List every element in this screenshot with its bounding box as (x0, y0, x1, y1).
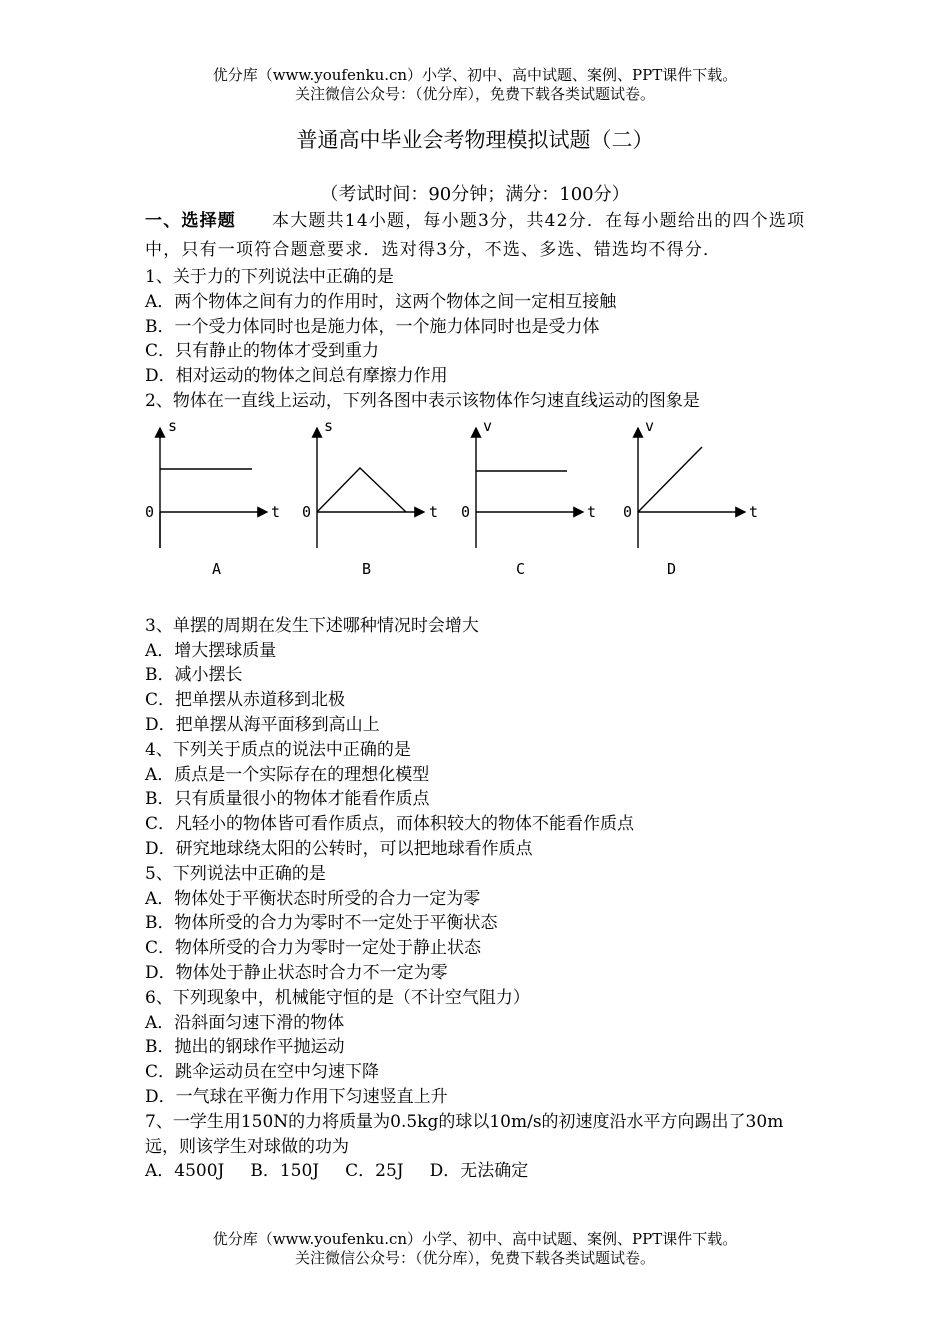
footer-line-1: 优分库（www.youfenku.cn）小学、初中、高中试题、案例、PPT课件下载。 (212, 1230, 738, 1248)
section-instructions-text: 本大题共14小题，每小题3分，共42分．在每小题给出的四个选项中，只有一项符合题意要求．选对得3分，不选、多选、错选均不得分． (145, 211, 806, 260)
option-b: B．减小摆长 (145, 665, 243, 686)
graph-d-origin: 0 (623, 502, 633, 521)
graph-d-label: D (667, 559, 677, 578)
graph-c-label: C (516, 559, 526, 578)
graph-c-origin: 0 (461, 502, 471, 521)
graph-b-label: B (362, 559, 372, 578)
question-7 (145, 1110, 810, 1184)
option-b: B．只有质量很小的物体才能看作质点 (145, 789, 430, 810)
question-6 (145, 986, 810, 1110)
section-instructions (145, 207, 810, 265)
option-c: C．25J (345, 1161, 404, 1182)
question-5 (145, 862, 810, 986)
graph-d-y-label: v (645, 417, 655, 435)
question-stem: 2、物体在一直线上运动，下列各图中表示该物体作匀速直线运动的图象是 (145, 390, 700, 411)
option-b: B．抛出的钢球作平抛运动 (145, 1037, 345, 1058)
motion-graphs (145, 414, 810, 614)
question-stem: 4、下列关于质点的说法中正确的是 (145, 739, 411, 760)
option-c: C．把单摆从赤道移到北极 (145, 690, 346, 711)
exam-title: 普通高中毕业会考物理模拟试题（二） (296, 128, 654, 152)
graph-b (302, 418, 438, 578)
option-d: D．研究地球绕太阳的公转时，可以把地球看作质点 (145, 838, 533, 859)
question-4 (145, 738, 810, 862)
question-stem: 3、单摆的周期在发生下述哪种情况时会增大 (145, 615, 479, 636)
graph-d-x-label: t (749, 502, 759, 521)
section-heading: 一、选择题 (145, 211, 236, 231)
question-1 (145, 265, 810, 389)
option-d: D．无法确定 (429, 1161, 529, 1182)
graph-c-x-label: t (587, 502, 597, 521)
graph-a-label: A (212, 559, 222, 578)
question-stem: 5、下列说法中正确的是 (145, 863, 326, 884)
option-a: A．沿斜面匀速下滑的物体 (145, 1012, 345, 1033)
header-line-2: 关注微信公众号：（优分库），免费下载各类试题试卷。 (294, 85, 655, 103)
option-a: A．物体处于平衡状态时所受的合力一定为零 (145, 888, 481, 909)
page-header (0, 66, 950, 104)
graph-c (461, 418, 596, 578)
question-2 (145, 389, 810, 614)
option-c: C．跳伞运动员在空中匀速下降 (145, 1062, 380, 1083)
option-d: D．一气球在平衡力作用下匀速竖直上升 (145, 1086, 448, 1107)
graph-d (623, 418, 758, 578)
option-a: A．质点是一个实际存在的理想化模型 (145, 764, 430, 785)
option-b: B．150J (250, 1161, 320, 1182)
graph-b-x-label: t (429, 502, 439, 521)
exam-content (145, 207, 810, 1184)
option-a: A．4500J (145, 1161, 225, 1182)
question-stem: 1、关于力的下列说法中正确的是 (145, 267, 394, 287)
option-c: C．物体所受的合力为零时一定处于静止状态 (145, 938, 482, 959)
option-c: C．只有静止的物体才受到重力 (145, 341, 380, 362)
options-row (145, 1159, 810, 1184)
option-b: B．物体所受的合力为零时不一定处于平衡状态 (145, 913, 498, 934)
option-b: B．一个受力体同时也是施力体，一个施力体同时也是受力体 (145, 316, 600, 337)
page-footer (0, 1230, 950, 1268)
header-line-1: 优分库（www.youfenku.cn）小学、初中、高中试题、案例、PPT课件下载。 (212, 66, 738, 84)
graph-d-line (638, 447, 702, 512)
option-d: D．相对运动的物体之间总有摩擦力作用 (145, 366, 448, 387)
option-d: D．把单摆从海平面移到高山上 (145, 714, 380, 735)
footer-line-2: 关注微信公众号：（优分库），免费下载各类试题试卷。 (294, 1249, 655, 1267)
option-d: D．物体处于静止状态时合力不一定为零 (145, 962, 448, 983)
graph-a-y-label: s (168, 417, 178, 435)
graph-a-origin: 0 (145, 502, 155, 521)
graph-b-line (317, 468, 406, 512)
question-stem: 7、一学生用150N的力将质量为0.5kg的球以10m/s的初速度沿水平方向踢出了30m远，则该学生对球做的功为 (145, 1111, 784, 1157)
question-stem: 6、下列现象中，机械能守恒的是（不计空气阻力） (145, 987, 530, 1008)
option-c: C．凡轻小的物体皆可看作质点，而体积较大的物体不能看作质点 (145, 814, 635, 835)
graph-c-y-label: v (483, 417, 493, 435)
question-3 (145, 614, 810, 738)
option-a: A．增大摆球质量 (145, 640, 277, 661)
exam-subtitle: （考试时间：90分钟；满分：100分） (320, 184, 630, 205)
option-a: A．两个物体之间有力的作用时，这两个物体之间一定相互接触 (145, 291, 617, 312)
graph-a (145, 418, 280, 578)
motion-graphs-svg (140, 418, 820, 614)
graph-a-x-label: t (271, 502, 281, 521)
graph-b-y-label: s (324, 417, 334, 435)
graph-b-origin: 0 (302, 502, 312, 521)
